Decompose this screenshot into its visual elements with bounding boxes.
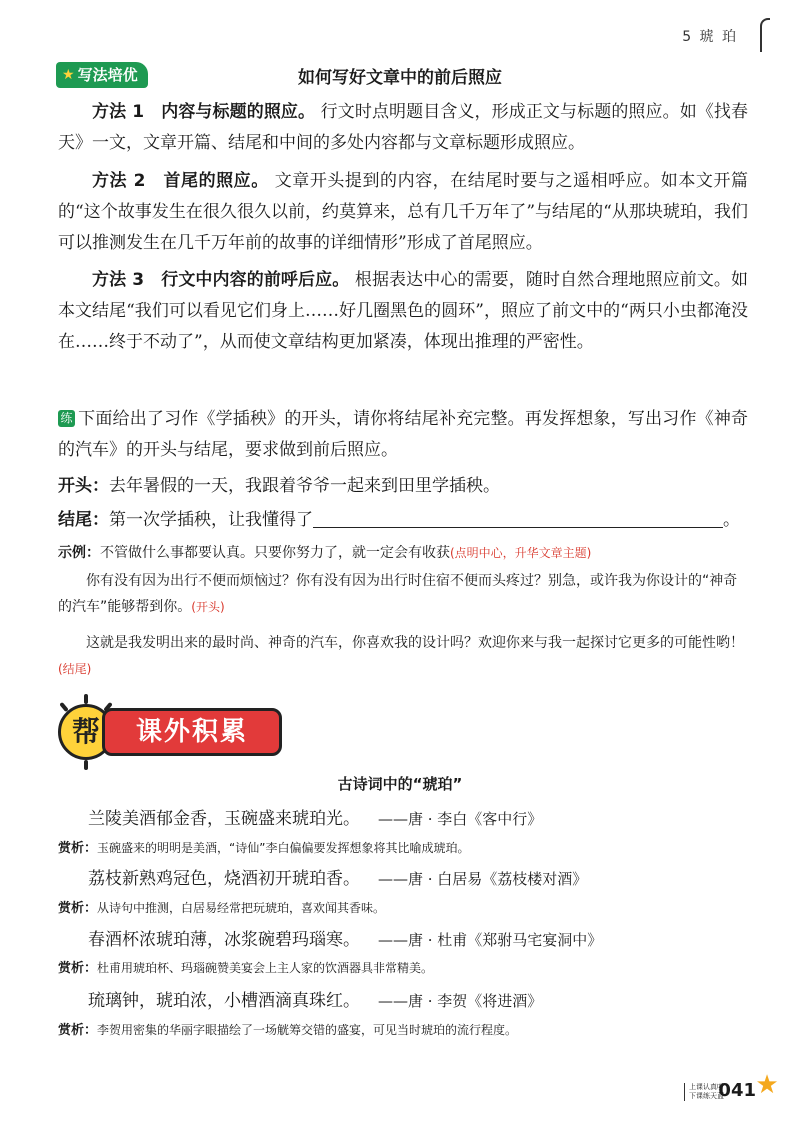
extracurricular-banner — [58, 700, 288, 764]
example-line-1-text: 不管做什么事都要认真。只要你努力了，就一定会有收获 — [100, 545, 450, 561]
poem-1-line: 兰陵美酒郁金香，玉碗盛来琥珀光。 — [88, 809, 360, 829]
poem-1-source: ——唐 · 李白《客中行》 — [378, 810, 543, 828]
exercise-prompt-text: 下面给出了习作《学插秧》的开头，请你将结尾补充完整。再发挥想象，写出习作《神奇的汽车》的开头与结尾，要求做到前后照应。 — [58, 409, 748, 460]
method-3-text: 根据表达中心的需要，随时自然合理地照应前文。如本文结尾“我们可以看见它们身上……好几圈黑色的圆环”，照应了前文中的“两只小虫都淹没在……终于不动了”，从而使文章结构更加紧凑，体现出推理的严密性。 — [58, 270, 749, 352]
method-1 — [58, 97, 748, 159]
method-2-text: 文章开头提到的内容，在结尾时要与之遥相呼应。如本文开篇的“这个故事发生在很久很久以前，约莫算来，总有几千万年了”与结尾的“从那块琥珀，我们可以推测发生在几千万年前的故事的详细情形”形成了首尾照应。 — [58, 171, 748, 253]
method-2 — [58, 166, 748, 259]
footer-slogan-2: 下课练天蓝 — [689, 1092, 724, 1100]
example-para-3 — [58, 630, 748, 682]
poem-4 — [88, 986, 542, 1016]
method-1-lead: 方法 1 内容与标题的照应。 — [92, 102, 316, 122]
answer-blank[interactable] — [313, 509, 723, 528]
example-line-1-note: (点明中心，升华文章主题) — [450, 546, 592, 560]
poem-4-note-text: 李贺用密集的华丽字眼描绘了一场觥筹交错的盛宴，可见当时琥珀的流行程度。 — [97, 1023, 518, 1037]
poem-1-note — [58, 838, 469, 859]
exercise-prompt — [58, 404, 748, 466]
poem-2-note — [58, 898, 385, 919]
example-line-1 — [58, 540, 748, 566]
poem-2-note-label: 赏析： — [58, 901, 98, 916]
method-3-lead: 方法 3 行文中内容的前呼后应。 — [92, 270, 350, 290]
example-para-2 — [58, 568, 748, 620]
poem-3-note-label: 赏析： — [58, 961, 98, 976]
ray-decoration — [84, 760, 88, 770]
example-para-3-text: 这就是我发明出来的最时尚、神奇的汽车，你喜欢我的设计吗？欢迎你来与我一起探讨它更多的可能性哟！ — [86, 635, 744, 651]
ending-end: 。 — [723, 510, 740, 530]
poem-3 — [88, 925, 602, 955]
poem-4-note-label: 赏析： — [58, 1023, 98, 1038]
poem-2-note-text: 从诗句中推测，白居易经常把玩琥珀，喜欢闻其香味。 — [97, 901, 386, 915]
star-icon: ★ — [755, 1070, 779, 1100]
help-badge: 帮 — [58, 704, 114, 760]
footer-slogan-1: 上课认真听 — [689, 1083, 724, 1091]
poem-section-title: 古诗词中的“琥珀” — [337, 775, 463, 793]
ending-text: 第一次学插秧，让我懂得了 — [109, 510, 313, 530]
ending-line — [58, 505, 748, 536]
poem-1-note-label: 赏析： — [58, 841, 98, 856]
poem-4-source: ——唐 · 李贺《将进酒》 — [378, 992, 543, 1010]
example-label: 示例： — [58, 545, 100, 561]
poem-3-line: 春酒杯浓琥珀薄，冰浆碗碧玛瑙寒。 — [88, 930, 360, 950]
example-para-2-text: 你有没有因为出行不便而烦恼过？你有没有因为出行时住宿不便而头疼过？别急，或许我为你设计的“神奇的汽车”能够帮到你。 — [58, 573, 738, 615]
poem-1-note-text: 玉碗盛来的明明是美酒，“诗仙”李白偏偏要发挥想象将其比喻成琥珀。 — [97, 841, 470, 855]
poem-2 — [88, 864, 587, 894]
banner-title: 课外积累 — [102, 708, 282, 756]
example-para-2-note: (开头) — [191, 600, 225, 614]
method-2-lead: 方法 2 首尾的照应。 — [92, 171, 269, 191]
poem-2-line: 荔枝新熟鸡冠色，烧酒初开琥珀香。 — [88, 869, 360, 889]
star-icon: ★ — [62, 67, 75, 83]
method-3 — [58, 265, 748, 358]
badge-label: 写法培优 — [77, 66, 138, 84]
lesson-header: 5 琥 珀 — [682, 29, 738, 45]
poem-1 — [88, 804, 542, 834]
page-number: 041 — [718, 1080, 756, 1101]
practice-icon: 练 — [58, 410, 75, 427]
poem-2-source: ——唐 · 白居易《荔枝楼对酒》 — [378, 870, 588, 888]
ending-label: 结尾： — [58, 510, 109, 530]
poem-3-note — [58, 958, 433, 979]
opening-label: 开头： — [58, 476, 109, 496]
opening-text: 去年暑假的一天，我跟着爷爷一起来到田里学插秧。 — [109, 476, 500, 496]
poem-3-source: ——唐 · 杜甫《郑驸马宅宴洞中》 — [378, 931, 603, 949]
method-1-text: 行文时点明题目含义，形成正文与标题的照应。如《找春天》一文，文章开篇、结尾和中间的多处内容都与文章标题形成照应。 — [58, 102, 749, 153]
poem-4-note — [58, 1020, 517, 1041]
ray-decoration — [84, 694, 88, 704]
example-para-3-note: (结尾) — [58, 662, 92, 676]
corner-decoration — [760, 18, 770, 52]
section-title: 如何写好文章中的前后照应 — [298, 68, 502, 88]
poem-3-note-text: 杜甫用琥珀杯、玛瑙碗赞美宴会上主人家的饮酒器具非常精美。 — [97, 961, 434, 975]
opening-line — [58, 471, 748, 502]
poem-4-line: 琉璃钟，琥珀浓，小槽酒滴真珠红。 — [88, 991, 360, 1011]
